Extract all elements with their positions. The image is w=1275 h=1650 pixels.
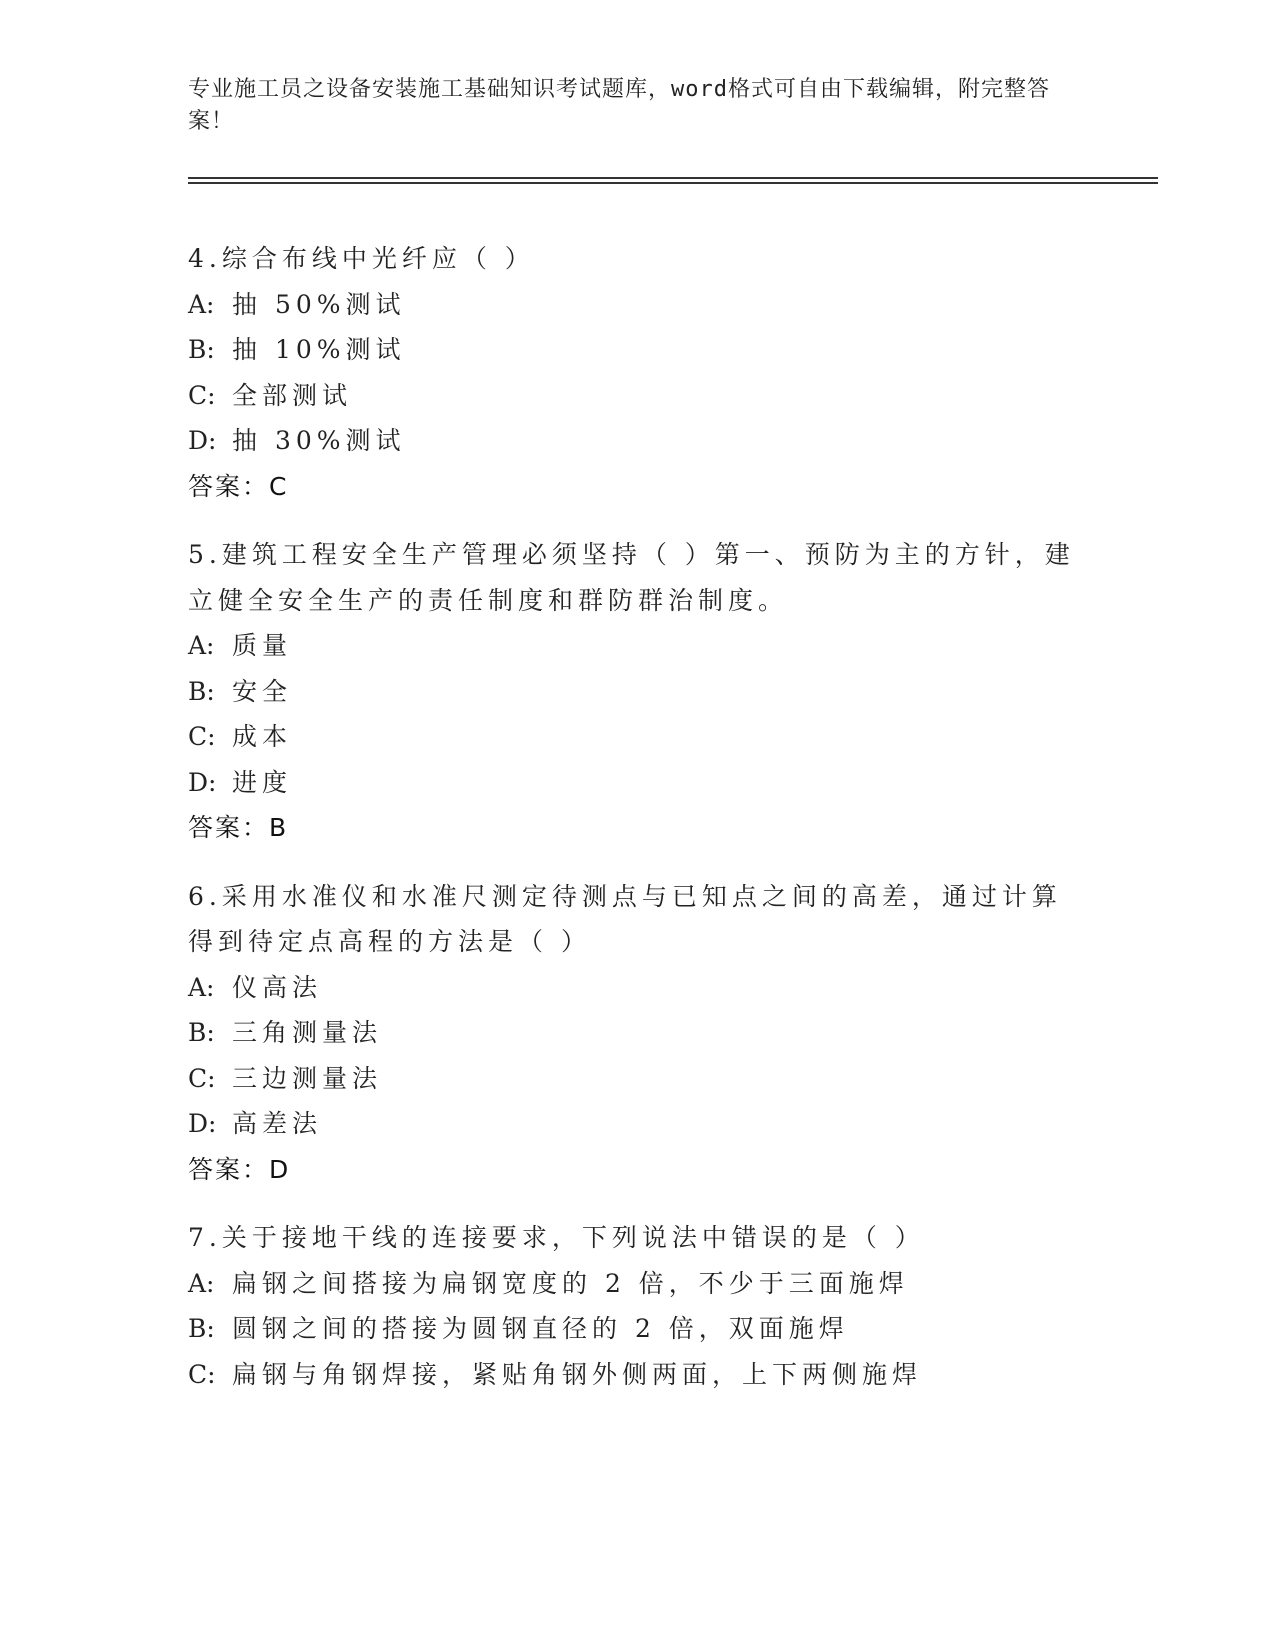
option-letter: D:	[188, 767, 217, 797]
question-5	[188, 532, 1088, 851]
option-letter: B:	[188, 1314, 215, 1343]
option-letter: A:	[188, 289, 215, 319]
option-letter: B:	[188, 335, 215, 364]
option-text: 仪高法	[232, 972, 323, 1002]
option-c	[188, 1352, 1088, 1398]
option-d	[188, 418, 1088, 464]
option-text: 扁钢之间搭接为扁钢宽度的 2 倍，不少于三面施焊	[232, 1268, 909, 1298]
option-b	[188, 1010, 1088, 1056]
option-letter: A:	[188, 972, 215, 1002]
option-b	[188, 1306, 1088, 1352]
option-c	[188, 373, 1088, 419]
option-letter: C:	[188, 722, 216, 751]
option-text: 抽 50%测试	[232, 289, 406, 319]
option-letter: C:	[188, 1359, 216, 1389]
answer-label: 答案：D	[188, 1154, 291, 1184]
header-divider-top	[188, 177, 1158, 179]
answer-label: 答案：C	[188, 471, 289, 501]
question-7	[188, 1215, 1088, 1397]
question-stem: 5.建筑工程安全生产管理必须坚持（ ）第一、预防为主的方针，建立健全安全生产的责任制度和群防群治制度。	[188, 540, 1075, 615]
question-stem: 4.综合布线中光纤应（ ）	[188, 244, 535, 273]
question-stem: 7.关于接地干线的连接要求，下列说法中错误的是（ ）	[188, 1223, 925, 1252]
option-text: 安全	[232, 676, 293, 706]
option-letter: C:	[188, 380, 216, 410]
question-list	[188, 236, 1088, 1420]
option-text: 三边测量法	[232, 1063, 383, 1093]
option-a	[188, 282, 1088, 328]
option-letter: C:	[188, 1063, 216, 1093]
option-text: 全部测试	[232, 380, 353, 410]
option-text: 抽 30%测试	[232, 426, 406, 455]
option-a	[188, 623, 1088, 669]
question-4	[188, 236, 1088, 509]
option-letter: D:	[188, 426, 217, 455]
question-stem: 6.采用水准仪和水准尺测定待测点与已知点之间的高差，通过计算得到待定点高程的方法是（ ）	[188, 881, 1062, 956]
option-letter: A:	[188, 1268, 215, 1298]
option-d	[188, 1101, 1088, 1147]
option-b	[188, 327, 1088, 373]
option-letter: A:	[188, 631, 215, 660]
option-text: 三角测量法	[232, 1018, 383, 1047]
option-text: 进度	[232, 767, 293, 797]
option-d	[188, 760, 1088, 806]
option-text: 质量	[232, 631, 293, 660]
option-text: 高差法	[232, 1109, 323, 1138]
document-header: 专业施工员之设备安装施工基础知识考试题库，word格式可自由下载编辑，附完整答案！	[188, 77, 1050, 134]
option-letter: B:	[188, 676, 215, 706]
option-text: 抽 10%测试	[232, 335, 406, 364]
answer-label: 答案：B	[188, 813, 289, 842]
option-a	[188, 1261, 1088, 1307]
option-letter: B:	[188, 1018, 215, 1047]
option-b	[188, 669, 1088, 715]
option-text: 扁钢与角钢焊接，紧贴角钢外侧两面，上下两侧施焊	[232, 1359, 923, 1389]
option-c	[188, 714, 1088, 760]
option-text: 成本	[232, 722, 293, 751]
question-6	[188, 874, 1088, 1193]
option-letter: D:	[188, 1109, 217, 1138]
option-text: 圆钢之间的搭接为圆钢直径的 2 倍，双面施焊	[232, 1314, 849, 1343]
option-a	[188, 965, 1088, 1011]
option-c	[188, 1056, 1088, 1102]
header-divider-bottom	[188, 182, 1158, 184]
